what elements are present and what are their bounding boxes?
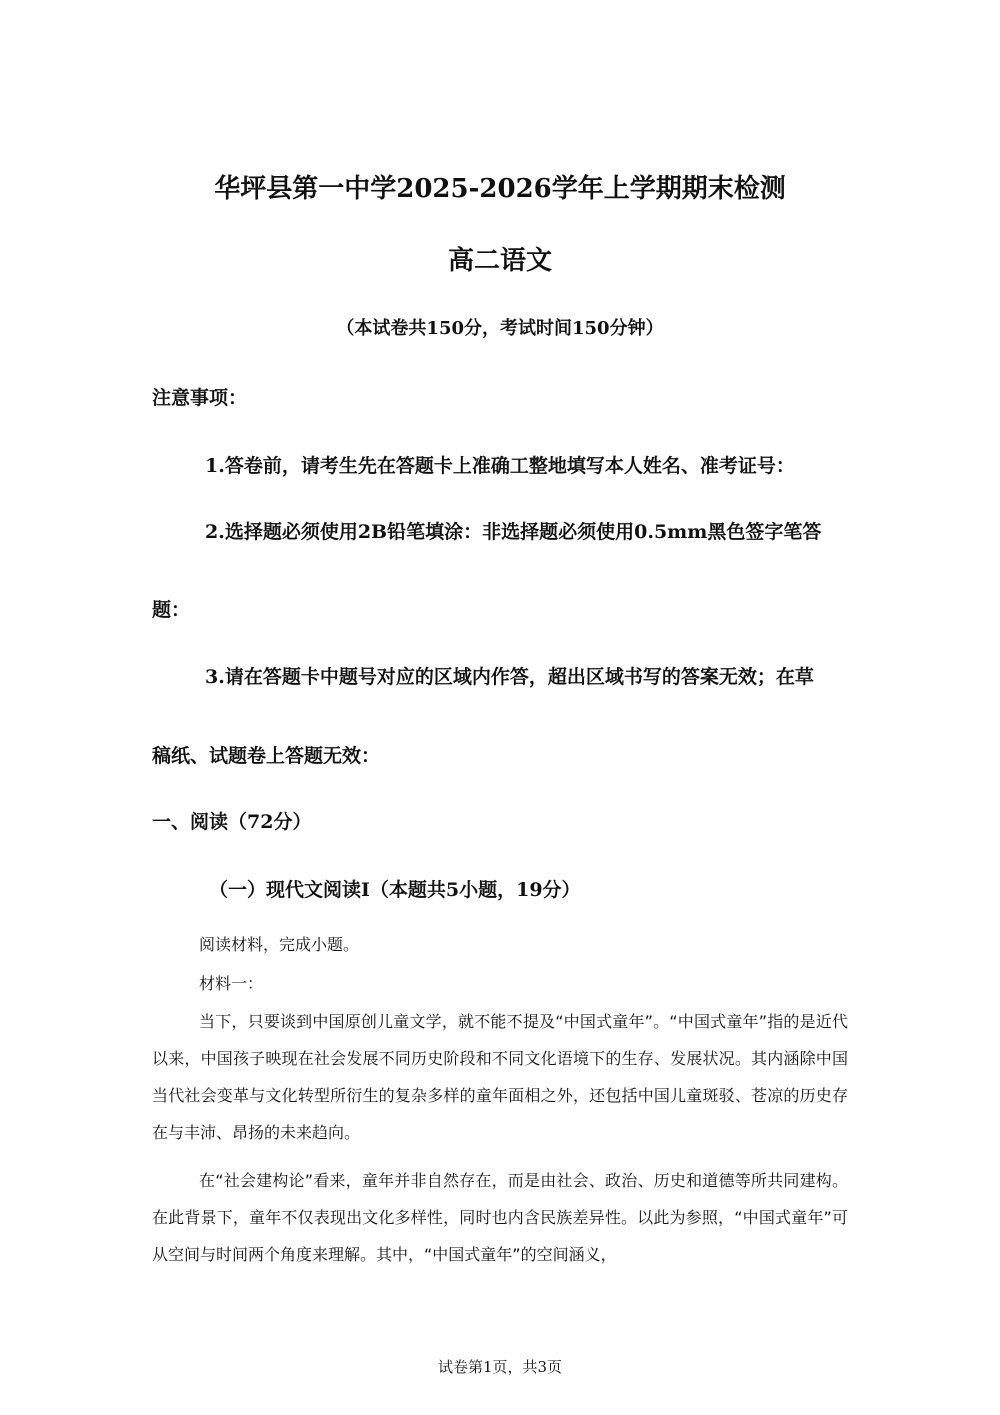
notice-item-3: 3.请在答题卡中题号对应的区域内作答，超出区域书写的答案无效；在草 [205,666,814,688]
section-heading: 一、阅读（72分） [152,811,312,833]
notice-item-2-continued: 题： [152,599,191,621]
material-paragraph: 在“社会建构论”看来，童年并非自然存在，而是由社会、政治、历史和道德等所共同建构。在此背景下，童年不仅表现出文化多样性，同时也内含民族差异性。以此为参照，“中国式童年”可从空间与时间两个角度来理解。其中，“中国式童年”的空间涵义， [152,1171,848,1264]
notice-item-2: 2.选择题必须使用2B铅笔填涂：非选择题必须使用0.5mm黑色签字笔答 [205,521,822,543]
subsection-heading: （一）现代文阅读Ⅰ（本题共5小题，19分） [209,879,581,901]
material-paragraph: 当下，只要谈到中国原创儿童文学，就不能不提及“中国式童年”。“中国式童年”指的是近代以来，中国孩子映现在社会发展不同历史阶段和不同文化语境下的生存、发展状况。其内涵除中国当代社会变革与文化转型所衍生的复杂多样的童年面相之外，还包括中国儿童斑驳、苍凉的历史存在与丰沛、昂扬的未来趋向。 [152,1012,848,1142]
reading-instruction: 阅读材料，完成小题。 [199,935,360,954]
notice-item-1: 1.答卷前，请考生先在答题卡上准确工整地填写本人姓名、准考证号： [205,455,795,477]
exam-subject: 高二语文 [447,246,552,276]
notice-item-3-continued: 稿纸、试题卷上答题无效： [152,745,381,767]
exam-title: 华坪县第一中学2025-2026学年上学期期末检测 [214,174,786,204]
material-label: 材料一： [199,974,264,993]
notice-heading: 注意事项： [152,387,248,409]
exam-info: （本试卷共150分，考试时间150分钟） [336,318,664,339]
page-footer: 试卷第1页，共3页 [437,1358,563,1376]
